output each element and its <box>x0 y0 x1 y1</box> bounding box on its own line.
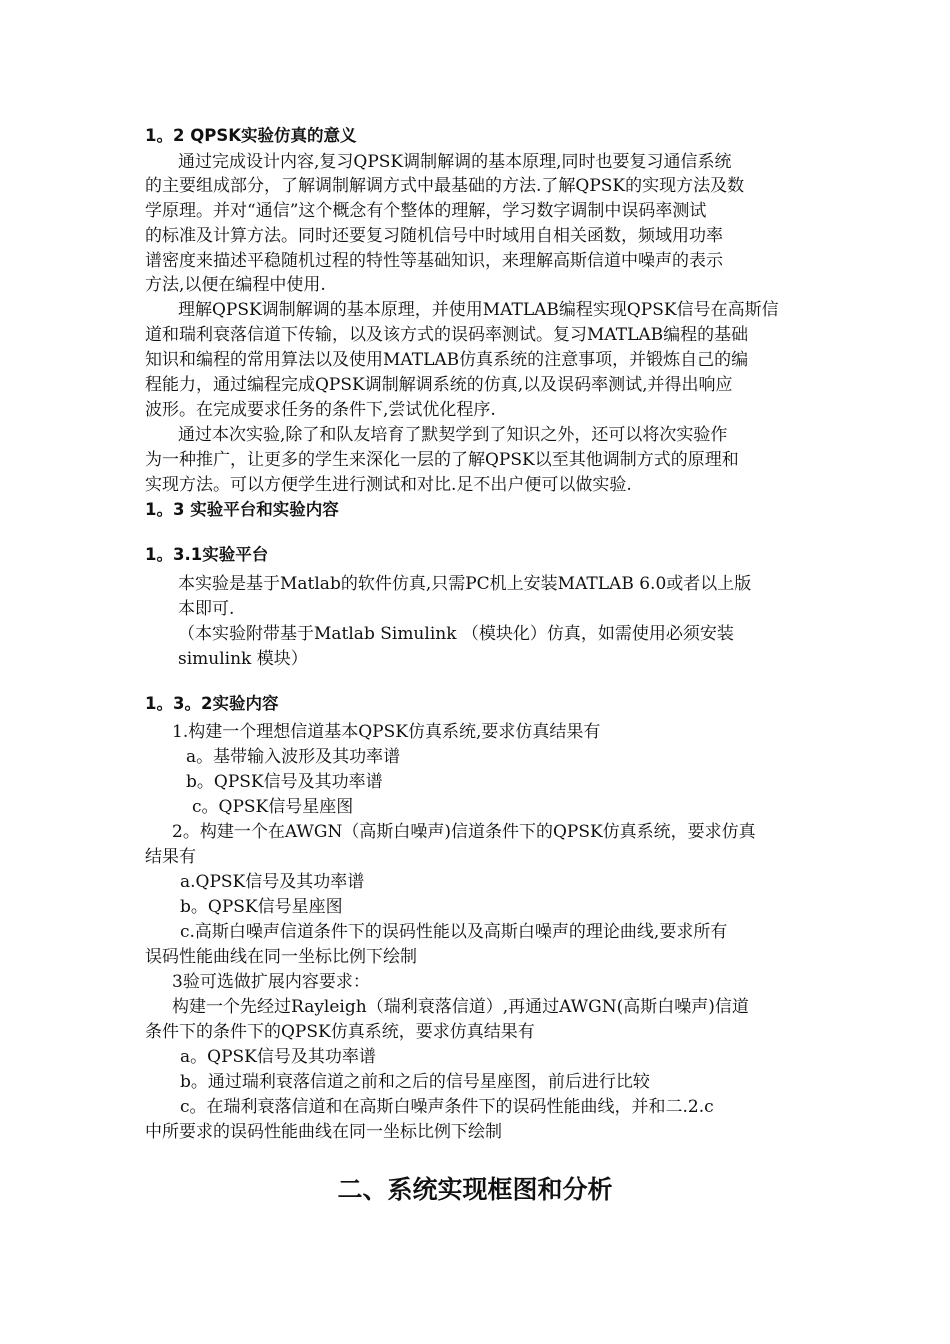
list-item: a。基带输入波形及其功率谱 <box>186 747 401 767</box>
paragraph-line: 波形。在完成要求任务的条件下,尝试优化程序. <box>145 400 496 420</box>
list-item: 2。构建一个在AWGN（高斯白噪声)信道条件下的QPSK仿真系统，要求仿真 <box>172 822 756 842</box>
paragraph-line: 通过完成设计内容,复习QPSK调制解调的基本原理,同时也要复习通信系统 <box>178 152 732 172</box>
list-item: c.高斯白噪声信道条件下的误码性能以及高斯白噪声的理论曲线,要求所有 <box>180 922 728 942</box>
list-item: 1.构建一个理想信道基本QPSK仿真系统,要求仿真结果有 <box>172 722 601 742</box>
list-item: 误码性能曲线在同一坐标比例下绘制 <box>145 947 417 967</box>
paragraph-line: 本实验是基于Matlab的软件仿真,只需PC机上安装MATLAB 6.0或者以上版 <box>178 574 752 594</box>
list-item: a.QPSK信号及其功率谱 <box>180 872 365 892</box>
paragraph-line: 程能力，通过编程完成QPSK调制解调系统的仿真,以及误码率测试,并得出响应 <box>145 375 733 395</box>
paragraph-line: 实现方法。可以方便学生进行测试和对比.足不出户便可以做实验. <box>145 475 632 495</box>
paragraph-line: 为一种推广，让更多的学生来深化一层的了解QPSK以至其他调制方式的原理和 <box>145 450 739 470</box>
paragraph-line: 本即可. <box>178 599 235 619</box>
paragraph-line: 理解QPSK调制解调的基本原理，并使用MATLAB编程实现QPSK信号在高斯信 <box>178 300 779 320</box>
section-1-3-2-heading: 1。3。2实验内容 <box>145 694 279 713</box>
paragraph-line: simulink 模块） <box>178 649 308 669</box>
list-item: 结果有 <box>145 847 196 867</box>
list-item: 构建一个先经过Rayleigh（瑞利衰落信道）,再通过AWGN(高斯白噪声)信道 <box>172 997 749 1017</box>
paragraph-line: 通过本次实验,除了和队友培育了默契学到了知识之外，还可以将次实验作 <box>178 425 728 445</box>
list-item: b。QPSK信号星座图 <box>180 897 343 917</box>
list-item: 中所要求的误码性能曲线在同一坐标比例下绘制 <box>145 1122 502 1142</box>
list-item: b。通过瑞利衰落信道之前和之后的信号星座图，前后进行比较 <box>180 1072 650 1092</box>
paragraph-line: 的主要组成部分，了解调制解调方式中最基础的方法.了解QPSK的实现方法及数 <box>145 176 745 196</box>
chapter-title: 二、系统实现框图和分析 <box>337 1175 613 1204</box>
paragraph-line: （本实验附带基于Matlab Simulink （模块化）仿真，如需使用必须安装 <box>178 624 734 644</box>
list-item: a。QPSK信号及其功率谱 <box>180 1047 376 1067</box>
list-item: 条件下的条件下的QPSK仿真系统，要求仿真结果有 <box>145 1022 535 1042</box>
paragraph-line: 道和瑞利衰落信道下传输，以及该方式的误码率测试。复习MATLAB编程的基础 <box>145 325 749 345</box>
list-item: 3验可选做扩展内容要求： <box>172 972 370 992</box>
paragraph-line: 的标准及计算方法。同时还要复习随机信号中时域用自相关函数，频域用功率 <box>145 226 723 246</box>
list-item: c。QPSK信号星座图 <box>192 797 354 817</box>
section-1-3-1-heading: 1。3.1实验平台 <box>145 545 269 564</box>
list-item: b。QPSK信号及其功率谱 <box>186 772 383 792</box>
paragraph-line: 谱密度来描述平稳随机过程的特性等基础知识，来理解高斯信道中噪声的表示 <box>145 251 723 271</box>
section-1-3-heading: 1。3 实验平台和实验内容 <box>145 500 339 519</box>
paragraph-line: 学原理。并对“通信”这个概念有个整体的理解，学习数字调制中误码率测试 <box>145 201 707 221</box>
paragraph-line: 知识和编程的常用算法以及使用MATLAB仿真系统的注意事项，并锻炼自己的编 <box>145 350 749 370</box>
section-1-2-heading: 1。2 QPSK实验仿真的意义 <box>145 126 357 145</box>
paragraph-line: 方法,以便在编程中使用. <box>145 275 326 295</box>
list-item: c。在瑞利衰落信道和在高斯白噪声条件下的误码性能曲线，并和二.2.c <box>180 1097 714 1117</box>
